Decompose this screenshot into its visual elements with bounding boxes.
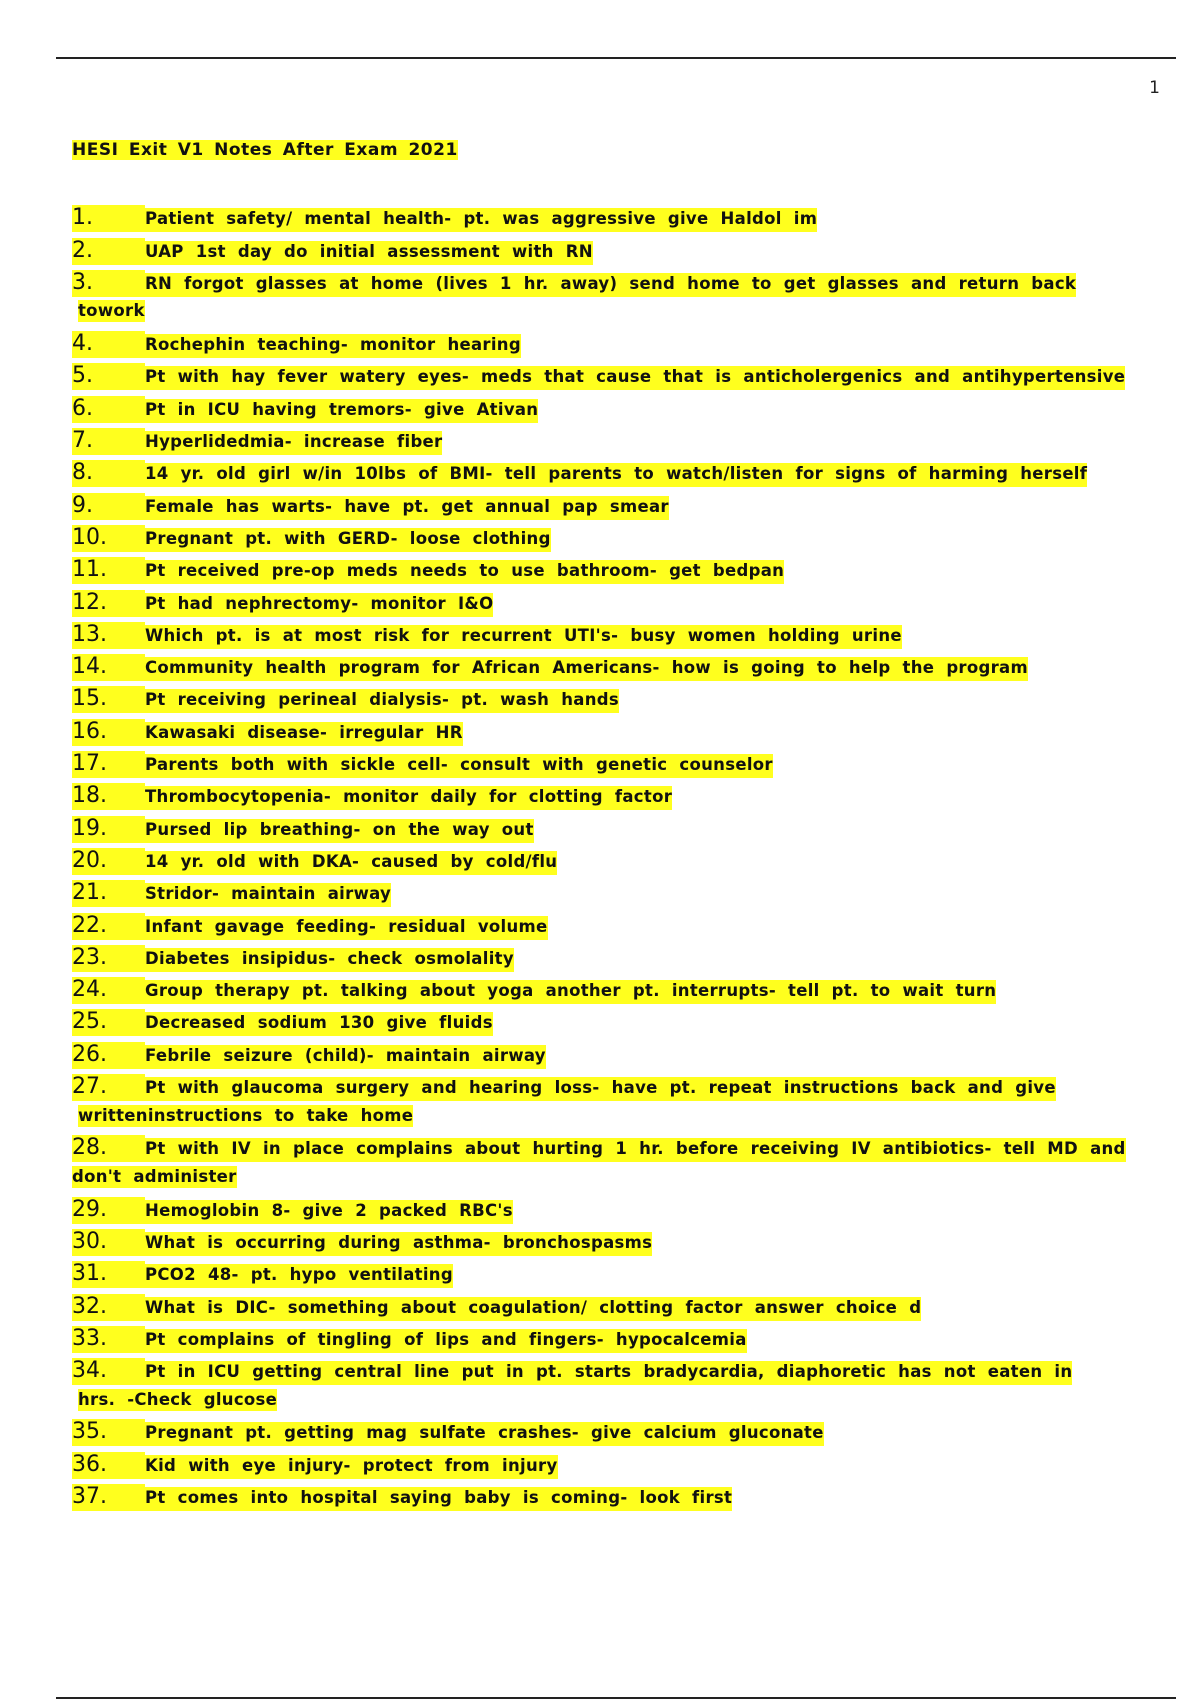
note-number-text: 1. <box>72 205 93 231</box>
note-text: Kid with eye injury- protect from injury <box>145 1455 558 1479</box>
note-item <box>72 972 1152 1004</box>
note-item <box>72 1256 1152 1288</box>
note-number <box>72 1229 145 1256</box>
note-number <box>72 1197 145 1224</box>
page-number: 1 <box>1149 78 1160 98</box>
note-continuation-text: hrs. -Check glucose <box>78 1389 278 1409</box>
note-number <box>72 945 145 972</box>
note-line <box>72 265 1152 297</box>
note-text: Which pt. is at most risk for recurrent UTI's- busy women holding urine <box>145 625 902 649</box>
note-number-text: 13. <box>72 621 107 647</box>
note-text: Hyperlidedmia- increase fiber <box>145 431 442 455</box>
note-number <box>72 880 145 907</box>
note-number-text: 23. <box>72 944 107 970</box>
note-item <box>72 584 1152 616</box>
note-item <box>72 907 1152 939</box>
note-number-text: 16. <box>72 718 107 744</box>
note-item <box>72 455 1152 487</box>
note-number <box>72 460 145 487</box>
note-item <box>72 423 1152 455</box>
note-number-text: 30. <box>72 1228 107 1254</box>
note-number <box>72 363 145 390</box>
note-number <box>72 331 145 358</box>
note-text: Community health program for African Americans- how is going to help the program <box>145 657 1028 681</box>
note-line <box>72 455 1152 487</box>
note-number-text: 8. <box>72 460 93 486</box>
note-number <box>72 848 145 875</box>
note-text: Female has warts- have pt. get annual pap smear <box>145 496 669 520</box>
note-item <box>72 810 1152 842</box>
note-text: Parents both with sickle cell- consult with genetic counselor <box>145 754 773 778</box>
note-line <box>72 1479 1152 1511</box>
note-continuation-text: don't administer <box>72 1166 237 1186</box>
note-item <box>72 390 1152 422</box>
note-line <box>72 1004 1152 1036</box>
footer-rule <box>56 1697 1176 1699</box>
note-line <box>72 200 1152 232</box>
note-number-text: 32. <box>72 1293 107 1319</box>
note-item <box>72 1191 1152 1223</box>
note-number <box>72 751 145 778</box>
note-item <box>72 940 1152 972</box>
note-number <box>72 913 145 940</box>
note-number-text: 17. <box>72 751 107 777</box>
note-item <box>72 681 1152 713</box>
note-number-text: 5. <box>72 363 93 389</box>
note-number-text: 7. <box>72 428 93 454</box>
note-number-text: 18. <box>72 783 107 809</box>
note-number-text: 33. <box>72 1325 107 1351</box>
note-line <box>72 746 1152 778</box>
note-number-text: 12. <box>72 589 107 615</box>
note-line <box>72 1414 1152 1446</box>
note-continuation-text: writteninstructions to take home <box>78 1105 414 1125</box>
note-item <box>72 713 1152 745</box>
note-line <box>72 810 1152 842</box>
note-text: 14 yr. old girl w/in 10lbs of BMI- tell parents to watch/listen for signs of harming herself <box>145 463 1087 487</box>
note-line <box>72 1036 1152 1068</box>
note-text: Decreased sodium 130 give fluids <box>145 1012 493 1036</box>
note-line <box>72 1353 1152 1385</box>
note-number-text: 35. <box>72 1419 107 1445</box>
note-number <box>72 719 145 746</box>
note-item <box>72 520 1152 552</box>
note-number <box>72 1009 145 1036</box>
note-text: Pt in ICU having tremors- give Ativan <box>145 399 538 423</box>
note-line <box>72 1288 1152 1320</box>
note-text: Pursed lip breathing- on the way out <box>145 819 534 843</box>
note-text: Pregnant pt. with GERD- loose clothing <box>145 528 551 552</box>
note-line <box>72 358 1152 390</box>
note-line <box>72 1191 1152 1223</box>
note-item <box>72 1414 1152 1446</box>
note-number-text: 34. <box>72 1358 107 1384</box>
note-number <box>72 1042 145 1069</box>
note-number-text: 10. <box>72 524 107 550</box>
note-line <box>72 843 1152 875</box>
note-number <box>72 270 145 297</box>
note-number-text: 9. <box>72 492 93 518</box>
note-number <box>72 1074 145 1101</box>
note-continuation-line <box>72 1101 1152 1130</box>
note-line <box>72 520 1152 552</box>
note-text: RN forgot glasses at home (lives 1 hr. away) send home to get glasses and return back <box>145 273 1076 297</box>
note-number <box>72 1294 145 1321</box>
note-number-text: 2. <box>72 237 93 263</box>
note-number <box>72 1358 145 1385</box>
note-text: PCO2 48- pt. hypo ventilating <box>145 1264 453 1288</box>
note-number <box>72 1261 145 1288</box>
note-text: Pt comes into hospital saying baby is coming- look first <box>145 1487 732 1511</box>
note-line <box>72 1256 1152 1288</box>
note-text: What is occurring during asthma- bronchospasms <box>145 1232 652 1256</box>
note-line <box>72 875 1152 907</box>
header-rule <box>56 57 1176 59</box>
note-text: Group therapy pt. talking about yoga another pt. interrupts- tell pt. to wait turn <box>145 980 996 1004</box>
note-number <box>72 1135 145 1162</box>
note-text: Hemoglobin 8- give 2 packed RBC's <box>145 1200 513 1224</box>
note-line <box>72 552 1152 584</box>
note-item <box>72 1036 1152 1068</box>
note-number-text: 37. <box>72 1483 107 1509</box>
note-item <box>72 843 1152 875</box>
note-line <box>72 232 1152 264</box>
note-line <box>72 390 1152 422</box>
note-line <box>72 907 1152 939</box>
note-number-text: 11. <box>72 557 107 583</box>
note-text: Pt receiving perineal dialysis- pt. wash hands <box>145 689 619 713</box>
note-line <box>72 1069 1152 1101</box>
note-number <box>72 1419 145 1446</box>
note-line <box>72 940 1152 972</box>
note-item <box>72 1069 1152 1130</box>
note-item <box>72 265 1152 326</box>
note-number <box>72 525 145 552</box>
note-number-text: 22. <box>72 912 107 938</box>
note-item <box>72 1224 1152 1256</box>
note-item <box>72 1446 1152 1478</box>
note-item <box>72 1004 1152 1036</box>
note-text: Pt with IV in place complains about hurting 1 hr. before receiving IV antibiotics- tell MD and <box>145 1138 1126 1162</box>
note-number <box>72 1452 145 1479</box>
note-item <box>72 200 1152 232</box>
note-item <box>72 617 1152 649</box>
note-text: Pregnant pt. getting mag sulfate crashes- give calcium gluconate <box>145 1422 824 1446</box>
note-number <box>72 1326 145 1353</box>
note-text: 14 yr. old with DKA- caused by cold/flu <box>145 851 557 875</box>
note-continuation-line <box>72 1162 1152 1191</box>
note-number <box>72 622 145 649</box>
note-text: Thrombocytopenia- monitor daily for clotting factor <box>145 786 672 810</box>
note-text: Pt complains of tingling of lips and fingers- hypocalcemia <box>145 1329 747 1353</box>
note-text: Patient safety/ mental health- pt. was aggressive give Haldol im <box>145 208 817 232</box>
note-line <box>72 487 1152 519</box>
note-number <box>72 686 145 713</box>
document-title <box>72 140 458 160</box>
note-line <box>72 681 1152 713</box>
note-text: UAP 1st day do initial assessment with RN <box>145 241 593 265</box>
note-number-text: 36. <box>72 1451 107 1477</box>
note-number <box>72 396 145 423</box>
note-number-text: 19. <box>72 815 107 841</box>
note-number-text: 29. <box>72 1196 107 1222</box>
note-number-text: 21. <box>72 880 107 906</box>
note-text: Diabetes insipidus- check osmolality <box>145 948 514 972</box>
note-item <box>72 1353 1152 1414</box>
note-number <box>72 783 145 810</box>
note-number <box>72 816 145 843</box>
note-number-text: 27. <box>72 1074 107 1100</box>
note-line <box>72 584 1152 616</box>
note-number <box>72 977 145 1004</box>
note-line <box>72 1446 1152 1478</box>
note-text: Kawasaki disease- irregular HR <box>145 722 463 746</box>
note-continuation-line <box>72 297 1152 326</box>
note-line <box>72 972 1152 1004</box>
note-item <box>72 649 1152 681</box>
note-item <box>72 326 1152 358</box>
note-text: Pt with glaucoma surgery and hearing loss- have pt. repeat instructions back and give <box>145 1077 1056 1101</box>
note-text: Pt had nephrectomy- monitor I&O <box>145 593 493 617</box>
note-number <box>72 205 145 232</box>
note-text: Infant gavage feeding- residual volume <box>145 916 548 940</box>
note-number <box>72 428 145 455</box>
note-line <box>72 423 1152 455</box>
note-text: Pt with hay fever watery eyes- meds that cause that is anticholergenics and antihypertensive <box>145 366 1125 390</box>
note-number-text: 14. <box>72 654 107 680</box>
note-line <box>72 713 1152 745</box>
note-line <box>72 1321 1152 1353</box>
note-item <box>72 487 1152 519</box>
note-text: Stridor- maintain airway <box>145 883 391 907</box>
note-continuation-line <box>72 1385 1152 1414</box>
note-line <box>72 326 1152 358</box>
note-number-text: 4. <box>72 331 93 357</box>
note-item <box>72 232 1152 264</box>
note-number-text: 3. <box>72 269 93 295</box>
note-number <box>72 238 145 265</box>
note-number <box>72 557 145 584</box>
note-number-text: 26. <box>72 1041 107 1067</box>
note-line <box>72 649 1152 681</box>
note-line <box>72 617 1152 649</box>
note-text: Febrile seizure (child)- maintain airway <box>145 1045 546 1069</box>
note-number-text: 15. <box>72 686 107 712</box>
note-text: Rochephin teaching- monitor hearing <box>145 334 521 358</box>
note-line <box>72 778 1152 810</box>
note-number-text: 31. <box>72 1261 107 1287</box>
note-text: What is DIC- something about coagulation/ clotting factor answer choice d <box>145 1297 921 1321</box>
notes-list <box>72 200 1152 1511</box>
note-number-text: 20. <box>72 847 107 873</box>
note-item <box>72 746 1152 778</box>
note-number <box>72 590 145 617</box>
note-item <box>72 358 1152 390</box>
note-text: Pt in ICU getting central line put in pt. starts bradycardia, diaphoretic has not eaten in <box>145 1361 1072 1385</box>
note-line <box>72 1224 1152 1256</box>
note-number <box>72 654 145 681</box>
note-number-text: 25. <box>72 1009 107 1035</box>
note-item <box>72 1288 1152 1320</box>
note-item <box>72 1130 1152 1191</box>
note-item <box>72 778 1152 810</box>
note-number-text: 6. <box>72 395 93 421</box>
note-line <box>72 1130 1152 1162</box>
note-text: Pt received pre-op meds needs to use bathroom- get bedpan <box>145 560 784 584</box>
note-number <box>72 493 145 520</box>
note-number-text: 28. <box>72 1135 107 1161</box>
note-item <box>72 875 1152 907</box>
document-title-text: HESI Exit V1 Notes After Exam 2021 <box>72 140 458 160</box>
note-item <box>72 1321 1152 1353</box>
note-continuation-text: towork <box>78 301 145 321</box>
note-number <box>72 1484 145 1511</box>
note-number-text: 24. <box>72 977 107 1003</box>
note-item <box>72 1479 1152 1511</box>
note-item <box>72 552 1152 584</box>
